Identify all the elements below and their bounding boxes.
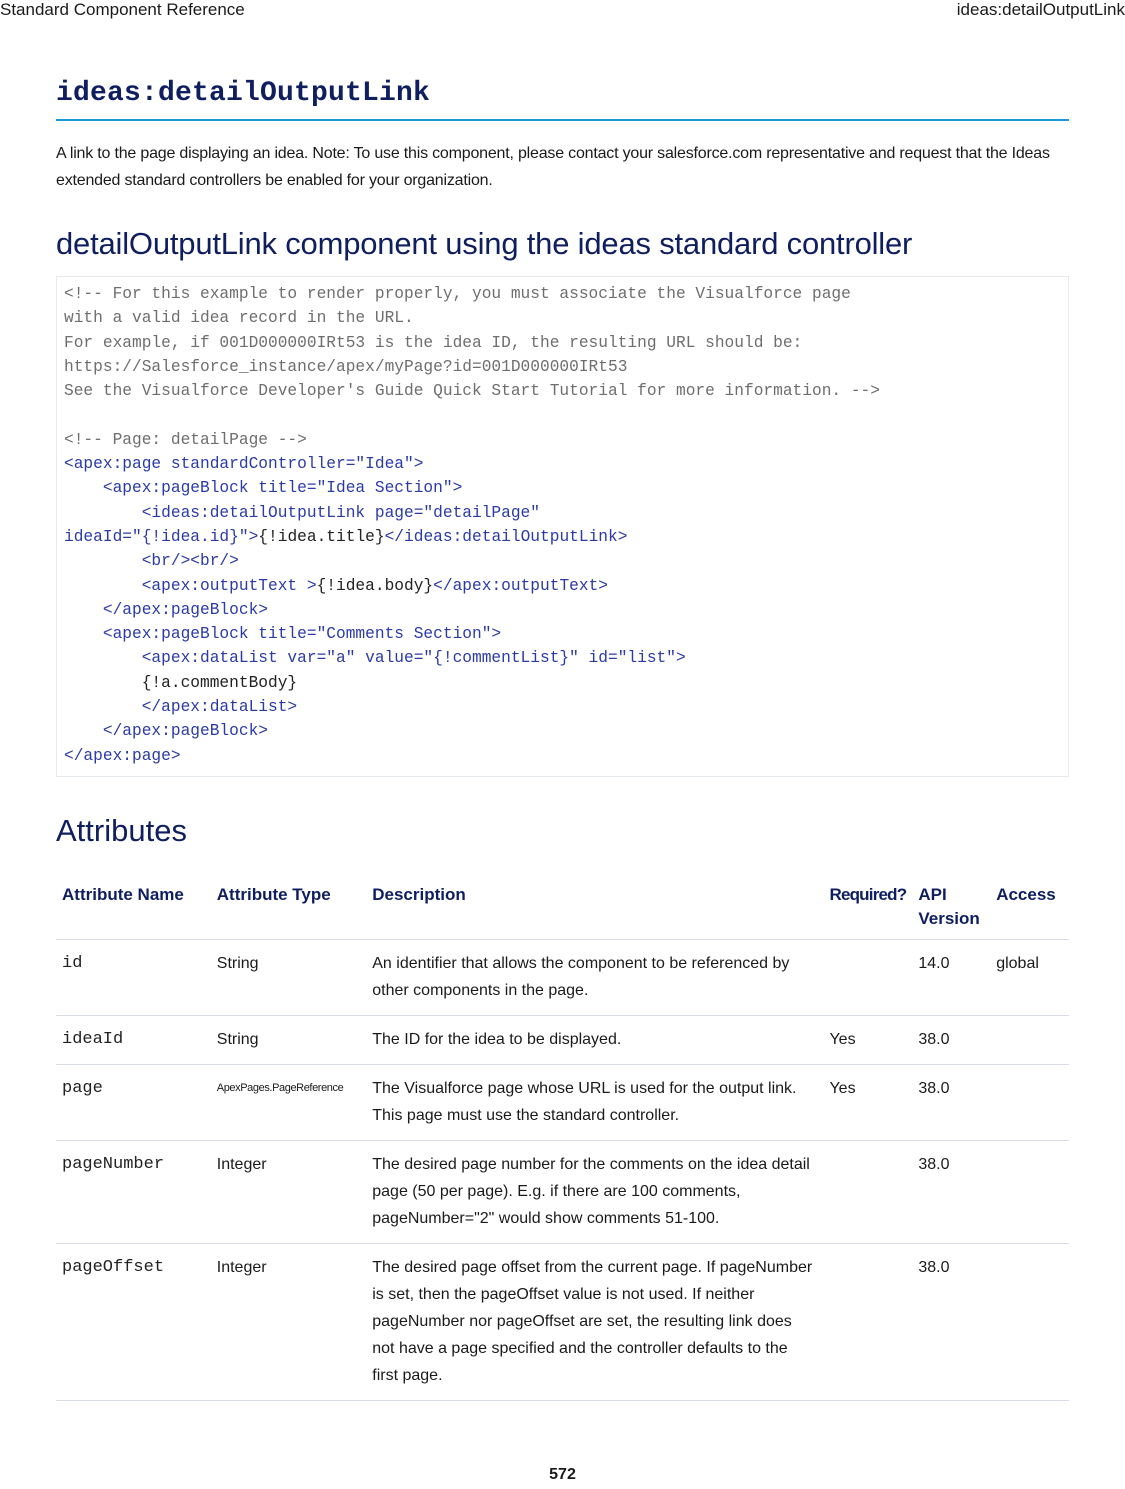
attr-api-version: 38.0 [912,1140,990,1243]
attr-required: Yes [823,1064,912,1140]
attr-name: ideaId [56,1015,211,1064]
code-token-tag: <ideas:detailOutputLink page="detailPage" [64,503,540,522]
attr-api-version: 38.0 [912,1243,990,1400]
code-line [64,452,1061,476]
code-line [64,744,1061,768]
column-header-description: Description [366,869,823,940]
column-header-api-version: API Version [912,869,990,940]
code-line [64,598,1061,622]
code-line [64,379,1061,403]
attr-required [823,1140,912,1243]
code-token-tag: </apex:outputText> [433,576,609,595]
code-token-comment: For example, if 001D000000IRt53 is the idea ID, the resulting URL should be: [64,333,803,352]
code-token-tag: <apex:outputText > [64,576,317,595]
code-token-tag: <apex:pageBlock title="Idea Section"> [64,479,463,498]
table-row [56,1243,1069,1400]
running-header [0,0,1125,20]
code-token-tag: </apex:pageBlock> [64,722,268,741]
code-line [64,574,1061,598]
attr-api-version: 38.0 [912,1064,990,1140]
attr-description: The ID for the idea to be displayed. [366,1015,823,1064]
attr-access: global [990,939,1069,1015]
attr-name: id [56,939,211,1015]
column-header-required: Required? [823,869,912,940]
attr-required: Yes [823,1015,912,1064]
attr-access [990,1064,1069,1140]
code-token-tag: ideaId="{!idea.id}"> [64,527,259,546]
code-token-tag: <apex:page standardController="Idea"> [64,455,424,474]
code-line [64,695,1061,719]
attr-required [823,1243,912,1400]
table-row [56,939,1069,1015]
code-token-text: {!a.commentBody} [64,673,298,692]
page-content [56,78,1069,1401]
code-line [64,646,1061,670]
page-number: 572 [549,1466,576,1483]
table-row [56,1064,1069,1140]
code-token-comment: <!-- For this example to render properly, you must associate the Visualforce page [64,285,851,303]
table-row [56,1015,1069,1064]
code-token-tag: </ideas:detailOutputLink> [384,527,628,546]
attr-description: The desired page offset from the current page. If pageNumber is set, then the pageOffset value is not used. If neither pageNumber nor pageOffset are set, the resulting link does not have a page specified and the controller defaults to the first page. [366,1243,823,1400]
attr-access [990,1140,1069,1243]
attr-type: String [211,939,366,1015]
column-header-access: Access [990,869,1069,940]
code-token-text: {!idea.body} [316,576,434,595]
code-token-tag: <apex:dataList var="a" value="{!commentList}" id="list"> [64,649,686,668]
code-line [64,622,1061,646]
intro-paragraph: A link to the page displaying an idea. Note: To use this component, please contact your salesforce.com representative and request that the Ideas extended standard controllers be enabled for your organization. [56,145,1050,189]
attributes-table [56,869,1069,1401]
code-sample [56,276,1069,777]
code-line [64,306,1061,330]
attr-description: An identifier that allows the component to be referenced by other components in the page. [366,939,823,1015]
code-line [64,476,1061,500]
attr-description: The desired page number for the comments on the idea detail page (50 per page). E.g. if there are 100 comments, pageNumber="2" would show comments 51-100. [366,1140,823,1243]
attr-type: String [211,1015,366,1064]
code-token-tag: </apex:page> [64,746,181,765]
code-line [64,428,1061,452]
attr-name: pageOffset [56,1243,211,1400]
attr-required [823,939,912,1015]
code-line [64,355,1061,379]
column-header-name: Attribute Name [56,869,211,940]
attr-description: The Visualforce page whose URL is used for the output link. This page must use the standard controller. [366,1064,823,1140]
attributes-heading: Attributes [56,812,187,848]
code-token-comment: with a valid idea record in the URL. [64,309,414,328]
column-header-type: Attribute Type [211,869,366,940]
code-line [64,549,1061,573]
code-token-comment: <!-- Page: detailPage --> [64,430,307,449]
component-title: ideas:detailOutputLink [56,78,1069,121]
table-row [56,1140,1069,1243]
code-line [64,719,1061,743]
code-line [64,282,1061,306]
attr-name: page [56,1064,211,1140]
code-token-tag: </apex:dataList> [64,698,298,717]
attr-type: Integer [211,1140,366,1243]
attr-name: pageNumber [56,1140,211,1243]
attr-access [990,1243,1069,1400]
attr-access [990,1015,1069,1064]
code-token-tag: </apex:pageBlock> [64,600,268,619]
attr-type: ApexPages.PageReference [211,1064,366,1140]
code-token-comment: https://Salesforce_instance/apex/myPage?id=001D000000IRt53 [64,357,628,376]
code-token-tag: <apex:pageBlock title="Comments Section"> [64,625,502,644]
code-token-text: {!idea.title} [258,527,385,546]
code-line [64,331,1061,355]
attr-api-version: 14.0 [912,939,990,1015]
attr-type: Integer [211,1243,366,1400]
code-line [64,403,1061,427]
table-header-row [56,869,1069,940]
header-doc-title: Standard Component Reference [0,0,245,19]
code-line [64,501,1061,525]
example-heading: detailOutputLink component using the ideas standard controller [56,226,913,261]
code-line [64,525,1061,549]
code-line [64,671,1061,695]
code-token-tag: <br/><br/> [64,552,239,571]
attr-api-version: 38.0 [912,1015,990,1064]
code-token-comment: See the Visualforce Developer's Guide Quick Start Tutorial for more information. --> [64,382,880,401]
header-section-title: ideas:detailOutputLink [956,0,1125,19]
